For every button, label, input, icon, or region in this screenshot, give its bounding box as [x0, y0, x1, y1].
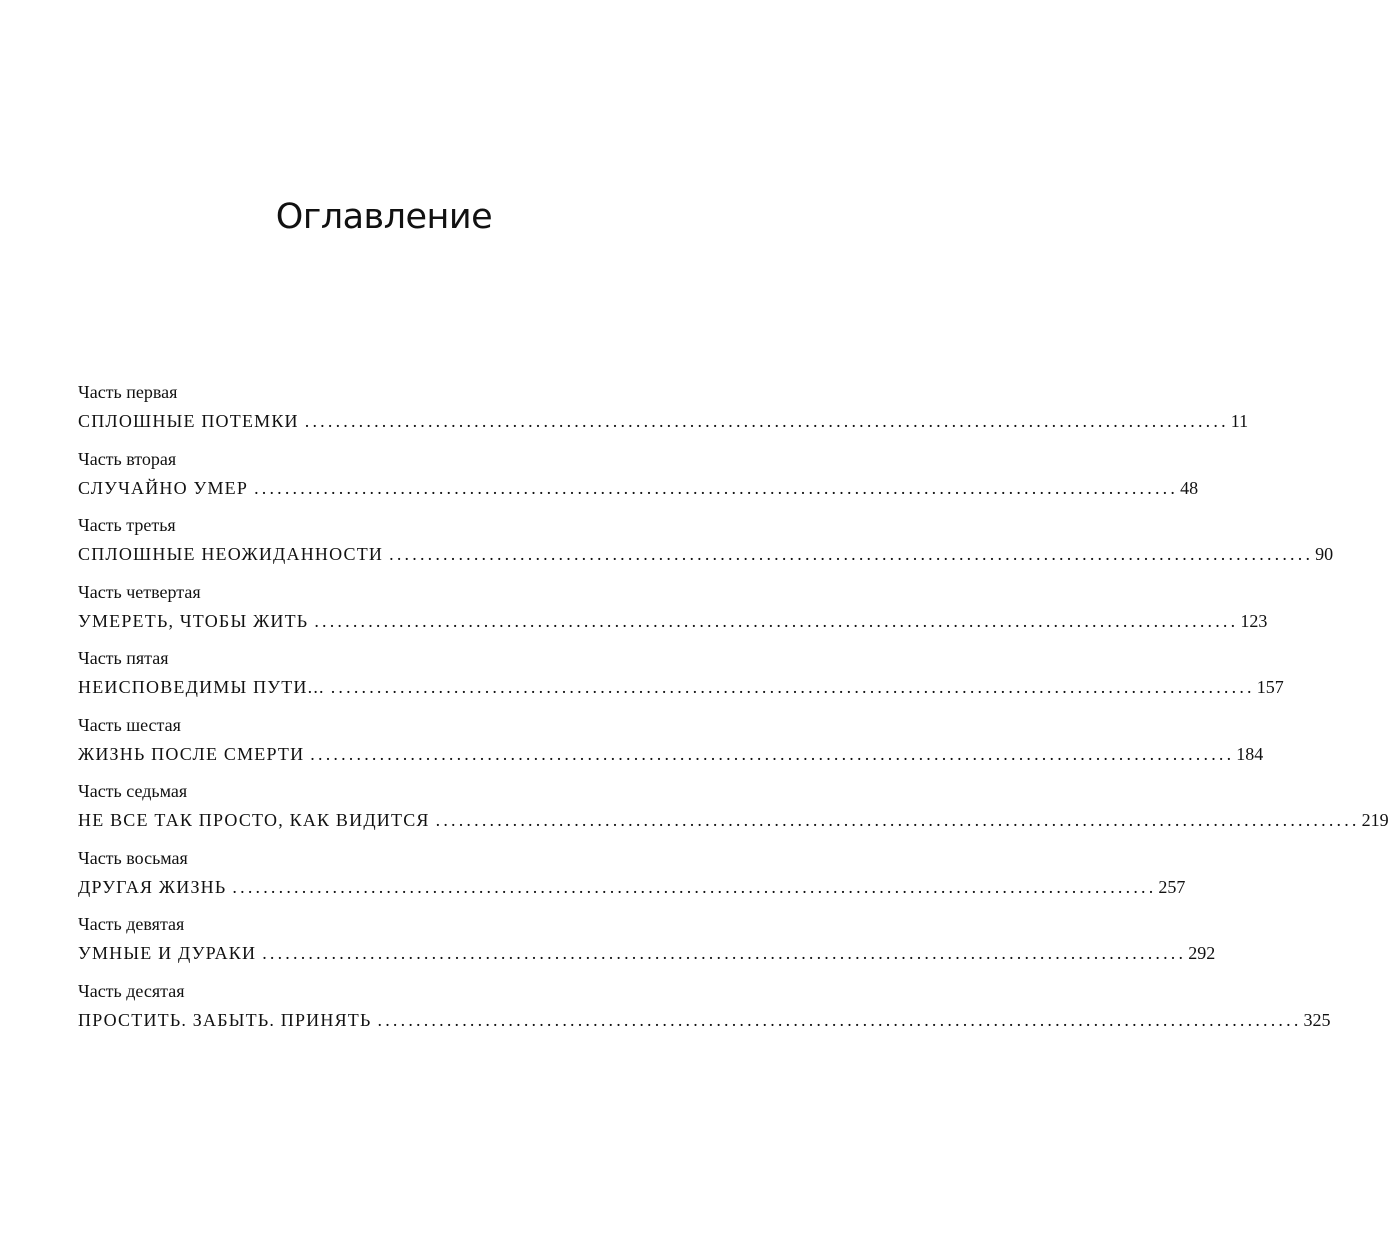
dot-leader: ........................................................................................................................ — [262, 943, 1187, 963]
toc-entry — [78, 977, 1331, 1044]
toc-entry — [78, 711, 1264, 778]
page-number: 157 — [1256, 677, 1284, 697]
chapter-line — [78, 473, 1199, 503]
toc-list — [78, 378, 1389, 1043]
toc-entry — [78, 511, 1334, 578]
dot-leader: ........................................................................................................................ — [330, 677, 1255, 697]
page-number: 90 — [1315, 544, 1334, 564]
chapter-line — [78, 1005, 1331, 1035]
page-number: 123 — [1240, 610, 1268, 631]
chapter-title: ДРУГАЯ ЖИЗНЬ — [78, 876, 227, 897]
toc-entry — [78, 644, 1284, 711]
page-number: 325 — [1303, 1009, 1331, 1030]
page-number: 11 — [1230, 411, 1249, 431]
chapter-line — [78, 805, 1389, 835]
page-number: 184 — [1236, 743, 1264, 764]
part-label: Часть третья — [78, 515, 176, 535]
chapter-title: УМНЫЕ И ДУРАКИ — [78, 943, 257, 963]
page-number: 257 — [1158, 876, 1186, 897]
page-number: 219 — [1361, 810, 1389, 830]
chapter-line — [78, 872, 1186, 902]
part-label: Часть седьмая — [78, 781, 188, 801]
part-label: Часть восьмая — [78, 847, 188, 868]
chapter-title: ПРОСТИТЬ. ЗАБЫТЬ. ПРИНЯТЬ — [78, 1009, 372, 1030]
dot-leader: ........................................................................................................................ — [377, 1009, 1302, 1030]
toc-heading: Оглавление — [275, 197, 493, 237]
chapter-title: СЛУЧАЙНО УМЕР — [78, 477, 249, 498]
toc-entry — [78, 844, 1186, 911]
dot-leader: ........................................................................................................................ — [232, 876, 1157, 897]
chapter-title: СПЛОШНЫЕ ПОТЕМКИ — [78, 411, 299, 431]
chapter-title: ЖИЗНЬ ПОСЛЕ СМЕРТИ — [78, 743, 305, 764]
chapter-title: УМЕРЕТЬ, ЧТОБЫ ЖИТЬ — [78, 610, 309, 631]
dot-leader: ........................................................................................................................ — [310, 743, 1235, 764]
toc-entry — [78, 578, 1268, 645]
chapter-line — [78, 539, 1334, 569]
part-label: Часть четвертая — [78, 581, 201, 602]
part-label: Часть десятая — [78, 980, 185, 1001]
toc-entry — [78, 378, 1249, 445]
chapter-line — [78, 938, 1216, 968]
dot-leader: ........................................................................................................................ — [389, 544, 1314, 564]
part-label: Часть первая — [78, 382, 178, 402]
dot-leader: ........................................................................................................................ — [254, 477, 1179, 498]
toc-entry — [78, 777, 1389, 844]
page-number: 292 — [1188, 943, 1216, 963]
part-label: Часть девятая — [78, 914, 185, 934]
dot-leader: ........................................................................................................................ — [314, 610, 1239, 631]
toc-entry — [78, 445, 1199, 512]
chapter-line — [78, 406, 1249, 436]
chapter-title: НЕ ВСЕ ТАК ПРОСТО, КАК ВИДИТСЯ — [78, 810, 430, 830]
page-number: 48 — [1180, 477, 1199, 498]
toc-entry — [78, 910, 1216, 977]
chapter-title: СПЛОШНЫЕ НЕОЖИДАННОСТИ — [78, 544, 384, 564]
part-label: Часть вторая — [78, 448, 177, 469]
chapter-title: НЕИСПОВЕДИМЫ ПУТИ... — [78, 677, 325, 697]
dot-leader: ........................................................................................................................ — [435, 810, 1360, 830]
chapter-line — [78, 606, 1268, 636]
chapter-line — [78, 672, 1284, 702]
chapter-line — [78, 739, 1264, 769]
part-label: Часть шестая — [78, 714, 181, 735]
part-label: Часть пятая — [78, 648, 169, 668]
dot-leader: ........................................................................................................................ — [304, 411, 1229, 431]
